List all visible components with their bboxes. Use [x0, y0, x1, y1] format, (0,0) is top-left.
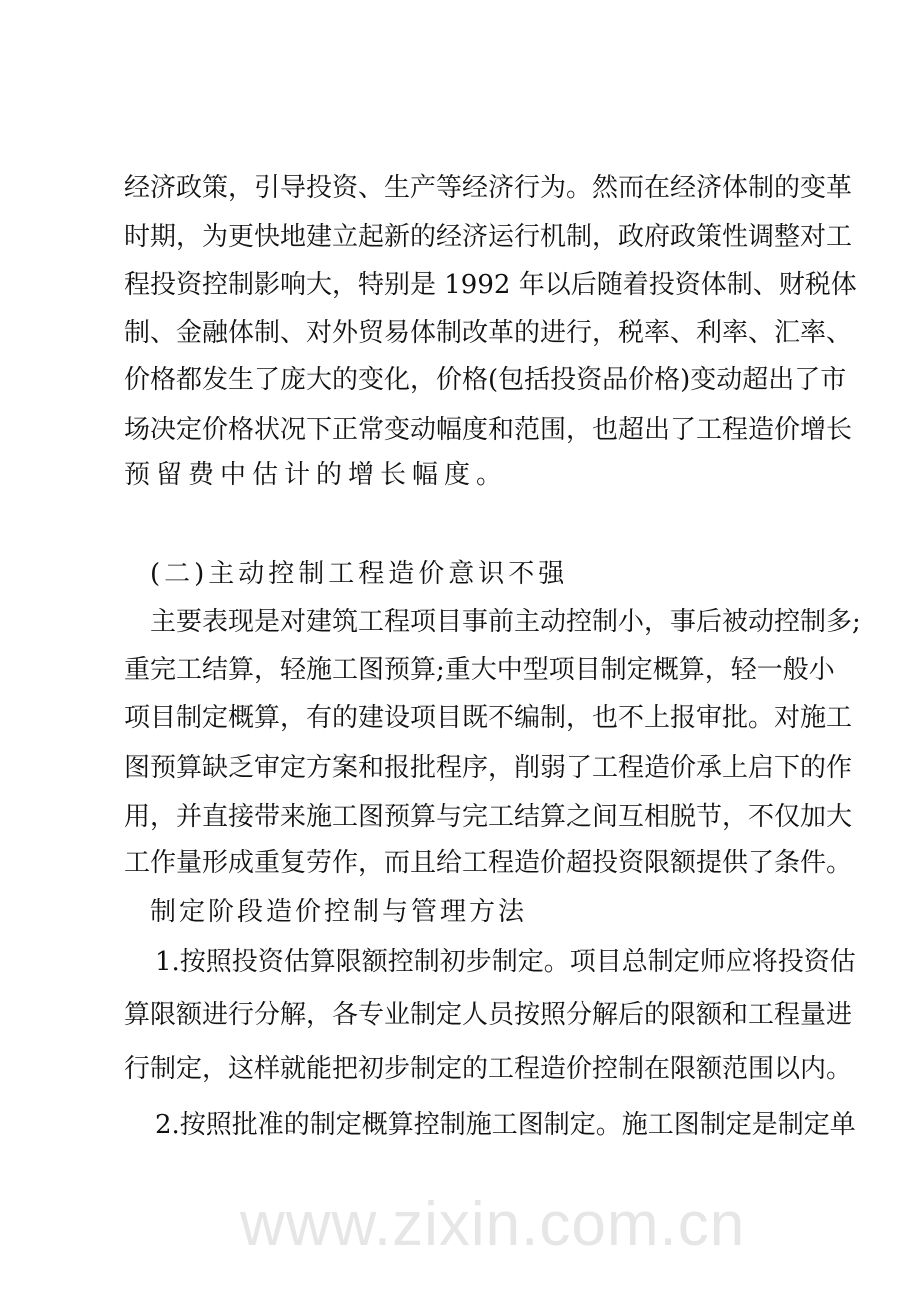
text-line: 预留费中估计的增长幅度。: [124, 460, 509, 490]
text-line: 场决定价格状况下正常变动幅度和范围，也超出了工程造价增长: [124, 415, 853, 445]
text-line: 用，并直接带来施工图预算与完工结算之间互相脱节，不仅加大: [124, 802, 853, 832]
text-line: 行制定，这样就能把初步制定的工程造价控制在限额范围以内。: [124, 1054, 853, 1084]
section-heading: (二)主动控制工程造价意识不强: [150, 559, 569, 589]
text-line: 项目制定概算，有的建设项目既不编制，也不上报审批。对施工: [124, 703, 853, 733]
text-line: 程投资控制影响大，特别是 1992 年以后随着投资体制、财税体: [124, 270, 857, 300]
text-line: 2.按照批准的制定概算控制施工图制定。施工图制定是制定单: [155, 1110, 856, 1140]
text-line: 重完工结算，轻施工图预算;重大中型项目制定概算，轻一般小: [124, 655, 835, 685]
text-line: 时期，为更快地建立起新的经济运行机制，政府政策性调整对工: [124, 222, 853, 252]
text-line: 主要表现是对建筑工程项目事前主动控制小，事后被动控制多;: [150, 607, 861, 637]
text-line: 1.按照投资估算限额控制初步制定。项目总制定师应将投资估: [155, 947, 856, 977]
text-line: 工作量形成重复劳作，而且给工程造价超投资限额提供了条件。: [124, 848, 853, 878]
section-heading: 制定阶段造价控制与管理方法: [150, 897, 528, 927]
text-line: 价格都发生了庞大的变化，价格(包括投资品价格)变动超出了市: [124, 365, 847, 395]
text-line: 制、金融体制、对外贸易体制改革的进行，税率、利率、汇率、: [124, 318, 853, 348]
watermark: www.zixin.com.cn: [240, 1190, 746, 1259]
text-line: 图预算缺乏审定方案和报批程序，削弱了工程造价承上启下的作: [124, 753, 853, 783]
text-line: 算限额进行分解，各专业制定人员按照分解后的限额和工程量进: [124, 1000, 853, 1030]
text-line: 经济政策，引导投资、生产等经济行为。然而在经济体制的变革: [124, 173, 853, 203]
